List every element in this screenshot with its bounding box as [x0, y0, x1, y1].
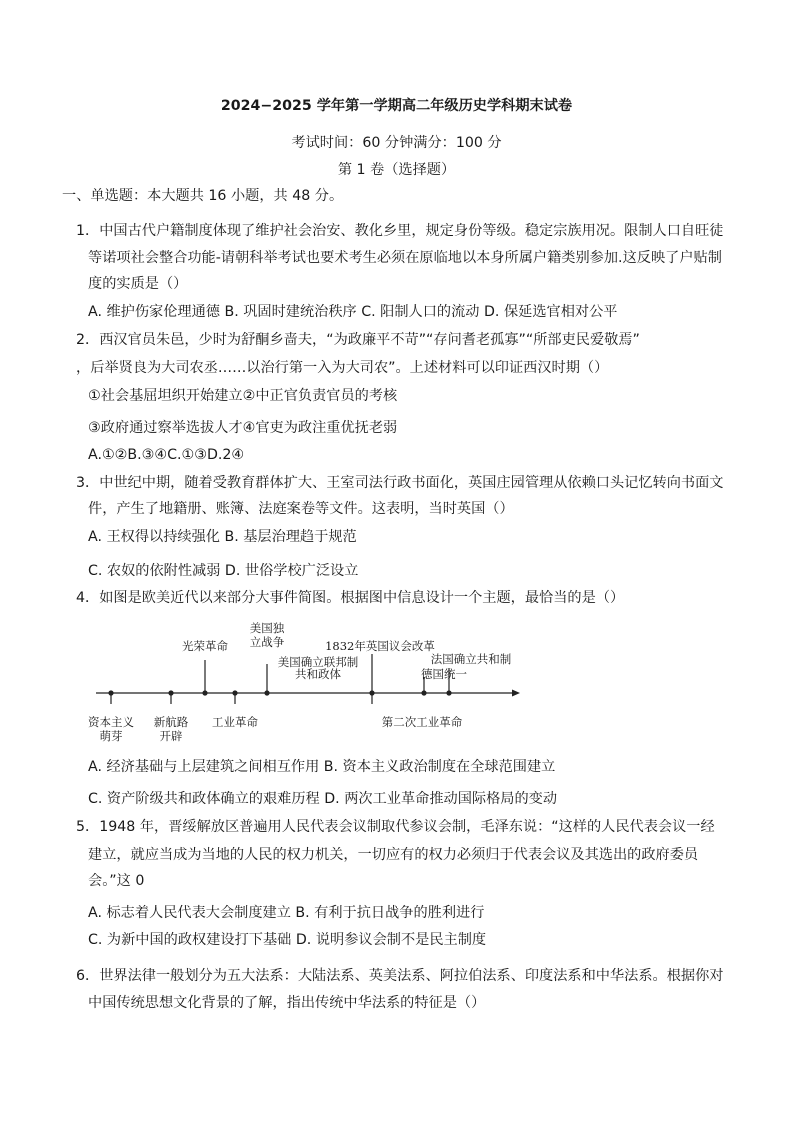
timeline-label-germany-unification: 德国统一	[421, 667, 467, 681]
timeline-label-new-routes: 开辟	[159, 729, 183, 743]
timeline-label-new-routes: 新航路	[153, 715, 189, 729]
question-text: 度的实质是（）	[88, 276, 188, 292]
question-options: C. 为新中国的政权建设打下基础 D. 说明参议会制不是民主制度	[88, 932, 487, 948]
exam-title: 2024−2025 学年第一学期高二年级历史学科期末试卷	[220, 98, 573, 114]
question-options: A. 经济基础与上层建筑之间相互作用 B. 资本主义政治制度在全球范围建立	[88, 759, 556, 775]
question-text: 件，产生了地籍册、账簿、法庭案卷等文件。这表明，当时英国（）	[88, 501, 514, 517]
exam-info: 考试时间：60 分钟满分：100 分	[291, 135, 502, 151]
timeline-label-industrial-revolution: 工业革命	[212, 715, 258, 729]
question-text: 4．如图是欧美近代以来部分大事件简图。根据图中信息设计一个主题，最恰当的是（）	[76, 590, 625, 606]
question-text: ，后举贤良为大司农丞……以治行第一入为大司农”。上述材料可以印证西汉时期（）	[76, 360, 609, 376]
question-text: 1．中国古代户籍制度体现了维护社会治安、教化乡里，规定身份等级。稳定宗族用况。限制人口自旺徒	[76, 223, 724, 239]
question-text: 5．1948 年，晋绥解放区普遍用人民代表会议制取代参议会制，毛泽东说：“这样的人民代表会议一经	[76, 819, 715, 835]
question-text: 会。”这 0	[88, 873, 145, 889]
timeline-label-glorious-revolution: 光荣革命	[182, 639, 228, 653]
question-text: 2．西汉官员朱邑，少时为舒酮乡啬夫，“为政廉平不苛”“存问耆老孤寡”“所部吏民爱敬焉”	[76, 332, 640, 348]
question-statement: ①社会基屈坦织开始建立②中正官负责官员的考核	[88, 388, 398, 404]
timeline-label-us-independence: 美国独	[249, 622, 285, 635]
section-heading: 一、单选题：本大题共 16 小题，共 48 分。	[62, 188, 344, 204]
question-text: 3．中世纪中期，随着受教育群体扩大、王室司法行政书面化，英国庄园管理从依赖口头记忆转向书面文	[76, 475, 724, 491]
question-options: A. 维护伤家伦理通德 B. 巩固时建统治秩序 C. 阳制人口的流动 D. 保延选官相对公平	[88, 304, 618, 320]
timeline-label-us-independence: 立战争	[249, 635, 285, 649]
timeline-label-us-federal-republic: 共和政体	[295, 667, 341, 681]
question-text: 6．世界法律一般划分为五大法系：大陆法系、英美法系、阿拉伯法系、印度法系和中华法系。根据你对	[76, 968, 724, 984]
volume-title: 第 1 卷（选择题）	[337, 162, 456, 178]
timeline-label-capitalism-sprout: 萌芽	[99, 729, 123, 743]
timeline-label-second-industrial-revolution: 第二次工业革命	[381, 715, 463, 729]
timeline-label-france-republic: 法国确立共和制	[430, 652, 512, 666]
question-options: C. 农奴的依附性减弱 D. 世俗学校广泛设立	[88, 563, 359, 579]
timeline-label-1832-reform: 1832年英国议会改革	[325, 639, 435, 653]
timeline-label-capitalism-sprout: 资本主义	[88, 715, 134, 729]
question-options: A. 王权得以持续强化 B. 基层治理趋于规范	[88, 529, 357, 545]
question-text: 等诺项社会整合功能-请朝科举考试也要术考生必须在原临地以本身所属户籍类别参加.这反映了户贴制	[88, 250, 722, 266]
question-options: A.①②B.③④C.①③D.2④	[88, 447, 245, 463]
timeline-arrow-icon	[512, 690, 520, 697]
question-options: A. 标志着人民代表大会制度建立 B. 有利于抗日战争的胜利进行	[88, 905, 485, 921]
question-text: 建立，就应当成为当地的人民的权力机关，一切应有的权力必须归于代表会议及其选出的政府委员	[88, 847, 699, 863]
question-options: C. 资产阶级共和政体确立的艰难历程 D. 两次工业革命推动国际格局的变动	[88, 791, 558, 807]
timeline-label-us-federal-republic: 美国确立联邦制	[277, 655, 359, 669]
question-text: 中国传统思想文化背景的了解，指出传统中华法系的特征是（）	[88, 995, 486, 1011]
history-timeline-figure	[84, 622, 524, 744]
question-statement: ③政府通过察举选拔人才④官吏为政注重优抚老弱	[88, 420, 398, 436]
